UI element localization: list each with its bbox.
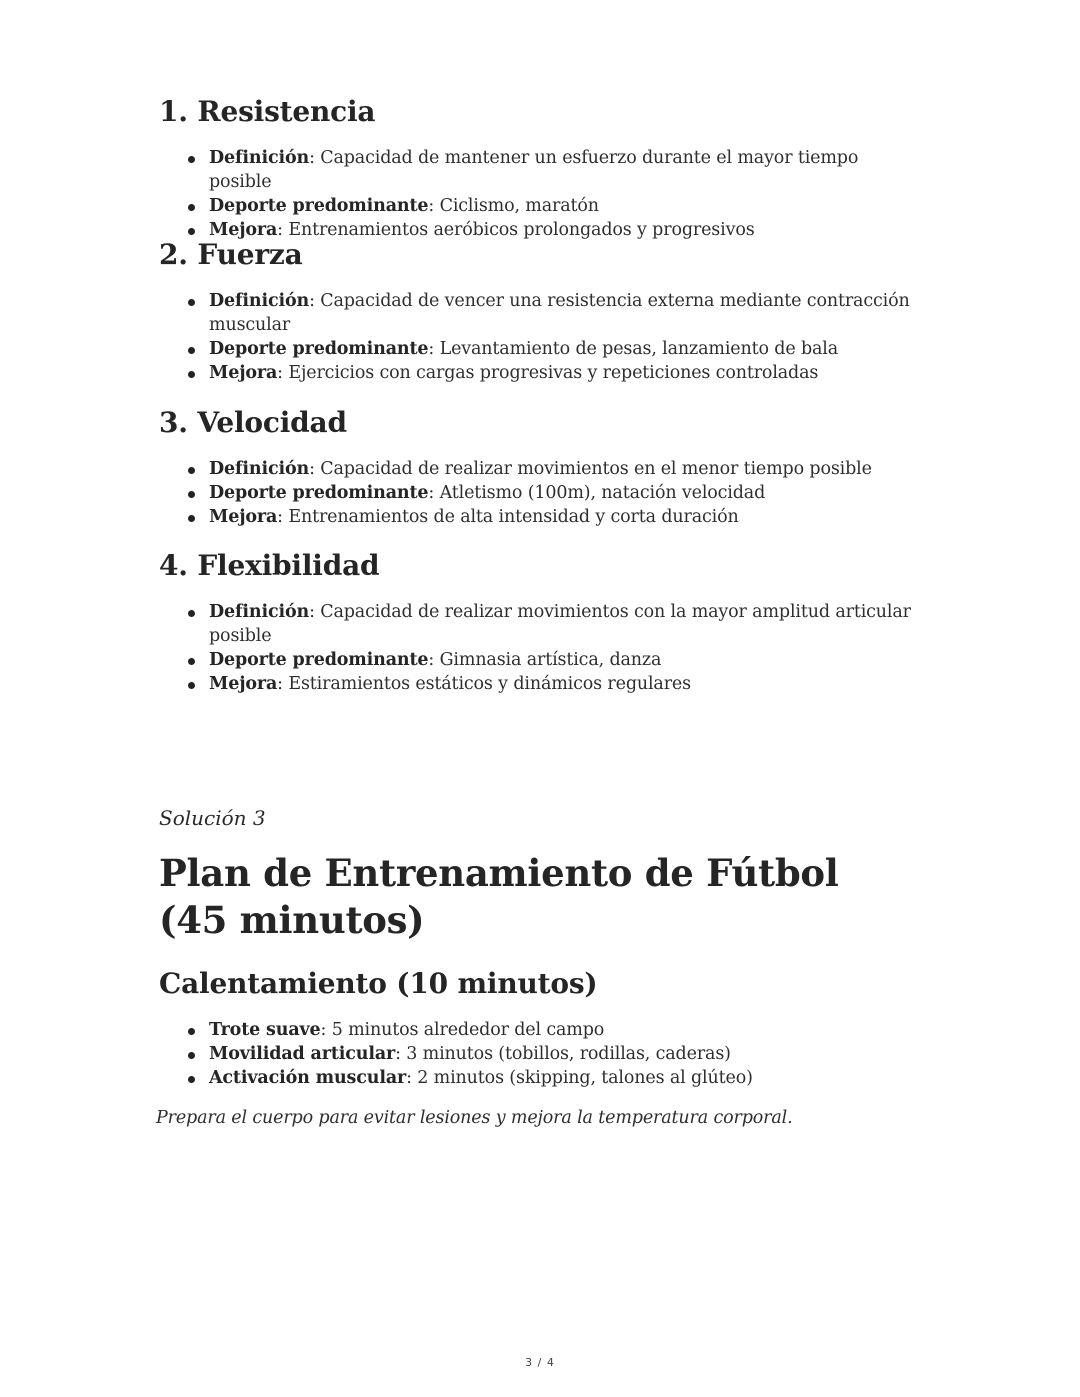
item-text: Capacidad de realizar movimientos con la mayor amplitud articular posible (209, 602, 911, 646)
item-text: Estiramientos estáticos y dinámicos regulares (288, 674, 691, 694)
warmup-note: Prepara el cuerpo para evitar lesiones y mejora la temperatura corporal. (156, 1108, 793, 1128)
item-label: Deporte predominante (209, 339, 429, 359)
list-item (159, 481, 919, 505)
page-number: 3 / 4 (525, 1356, 555, 1369)
list-item (159, 1018, 919, 1042)
item-text: Capacidad de vencer una resistencia externa mediante contracción muscular (209, 291, 910, 335)
item-label: Movilidad articular (209, 1044, 396, 1064)
list-item (159, 1042, 919, 1066)
section-heading: 2. Fuerza (159, 238, 303, 271)
bullet-list (159, 289, 919, 385)
bullet-icon (188, 299, 195, 306)
capacity-section-flexibilidad (159, 549, 919, 696)
item-separator: : (406, 1068, 418, 1088)
item-text: Ciclismo, maratón (439, 196, 599, 216)
item-separator: : (309, 602, 321, 622)
item-label: Activación muscular (209, 1068, 407, 1088)
bullet-icon (188, 156, 195, 163)
item-separator: : (428, 650, 440, 670)
bullet-list (159, 1018, 919, 1090)
item-separator: : (428, 196, 440, 216)
item-text: Entrenamientos aeróbicos prolongados y progresivos (288, 220, 755, 240)
capacity-section-fuerza (159, 238, 919, 385)
list-item (159, 457, 919, 481)
item-label: Definición (209, 602, 310, 622)
item-label: Deporte predominante (209, 650, 429, 670)
bullet-icon (188, 610, 195, 617)
item-label: Definición (209, 459, 310, 479)
bullet-list (159, 146, 919, 242)
item-separator: : (320, 1020, 332, 1040)
list-item (159, 337, 919, 361)
item-text: 3 minutos (tobillos, rodillas, caderas) (406, 1044, 731, 1064)
list-item (159, 672, 919, 696)
list-item (159, 600, 919, 648)
item-text: Capacidad de mantener un esfuerzo durante el mayor tiempo posible (209, 148, 859, 192)
solution-label: Solución 3 (159, 806, 266, 830)
bullet-icon (188, 228, 195, 235)
bullet-icon (188, 682, 195, 689)
item-separator: : (277, 220, 289, 240)
item-separator: : (395, 1044, 407, 1064)
item-text: Atletismo (100m), natación velocidad (439, 483, 766, 503)
list-item (159, 1066, 919, 1090)
section-heading: 3. Velocidad (159, 406, 347, 439)
section-heading: 4. Flexibilidad (159, 549, 380, 582)
item-text: 2 minutos (skipping, talones al glúteo) (417, 1068, 753, 1088)
item-label: Deporte predominante (209, 483, 429, 503)
page-title: Plan de Entrenamiento de Fútbol (45 minutos) (159, 851, 839, 942)
item-separator: : (277, 363, 289, 383)
bullet-icon (188, 371, 195, 378)
bullet-icon (188, 1076, 195, 1083)
section-heading: Calentamiento (10 minutos) (159, 967, 598, 1000)
item-label: Mejora (209, 363, 278, 383)
list-item (159, 146, 919, 194)
item-text: Ejercicios con cargas progresivas y repeticiones controladas (288, 363, 819, 383)
bullet-icon (188, 347, 195, 354)
item-label: Mejora (209, 674, 278, 694)
item-label: Trote suave (209, 1020, 321, 1040)
item-text: 5 minutos alrededor del campo (331, 1020, 605, 1040)
item-separator: : (277, 507, 289, 527)
item-text: Levantamiento de pesas, lanzamiento de bala (439, 339, 839, 359)
item-separator: : (428, 483, 440, 503)
bullet-list (159, 457, 919, 529)
capacity-section-velocidad (159, 406, 919, 529)
bullet-icon (188, 1028, 195, 1035)
capacity-section-resistencia (159, 95, 919, 242)
bullet-list (159, 600, 919, 696)
item-label: Definición (209, 148, 310, 168)
item-text: Entrenamientos de alta intensidad y corta duración (288, 507, 739, 527)
item-label: Mejora (209, 220, 278, 240)
bullet-icon (188, 1052, 195, 1059)
item-text: Capacidad de realizar movimientos en el menor tiempo posible (320, 459, 872, 479)
bullet-icon (188, 467, 195, 474)
list-item (159, 648, 919, 672)
section-heading: 1. Resistencia (159, 95, 376, 128)
list-item (159, 194, 919, 218)
item-text: Gimnasia artística, danza (439, 650, 662, 670)
item-separator: : (309, 291, 321, 311)
item-label: Mejora (209, 507, 278, 527)
list-item (159, 289, 919, 337)
list-item (159, 361, 919, 385)
item-label: Deporte predominante (209, 196, 429, 216)
bullet-icon (188, 515, 195, 522)
item-label: Definición (209, 291, 310, 311)
warmup-section (159, 967, 919, 1090)
bullet-icon (188, 204, 195, 211)
list-item (159, 505, 919, 529)
item-separator: : (277, 674, 289, 694)
bullet-icon (188, 658, 195, 665)
item-separator: : (309, 459, 321, 479)
bullet-icon (188, 491, 195, 498)
item-separator: : (428, 339, 440, 359)
item-separator: : (309, 148, 321, 168)
